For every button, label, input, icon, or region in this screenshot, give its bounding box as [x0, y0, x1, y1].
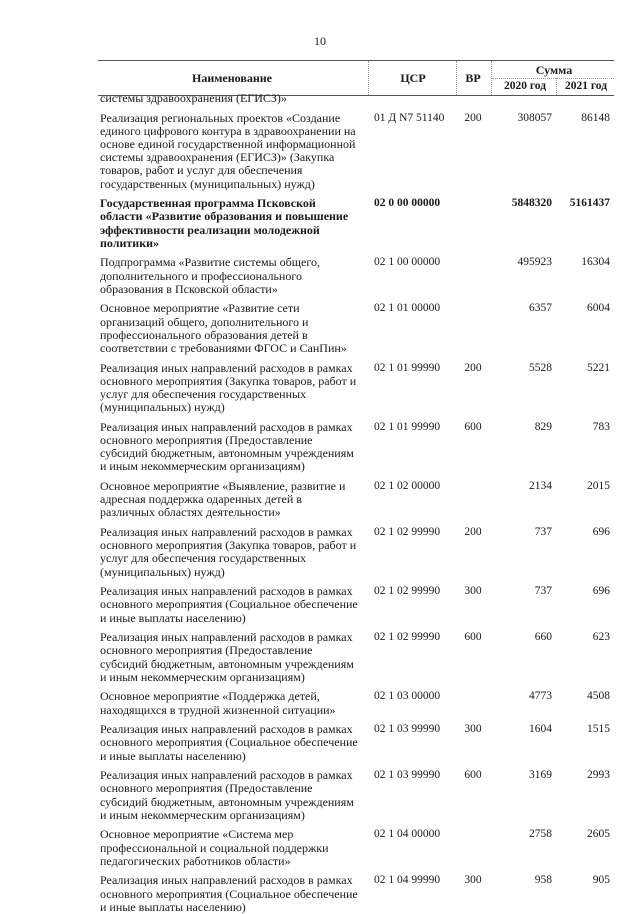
row-name-line: профессионального образования детей в: [100, 327, 308, 342]
row-name-line: субсидий бюджетным, автономным учреждениям: [100, 794, 354, 809]
row-vr: 600: [464, 631, 482, 644]
header-sum: Сумма: [535, 62, 573, 77]
row-csr: 02 1 03 00000: [374, 690, 441, 703]
row-sum-2021: 783: [592, 420, 610, 433]
row-name-line: Подпрограмма «Развитие системы общего,: [100, 255, 320, 270]
row-vr: 600: [464, 769, 482, 782]
row-vr: 600: [464, 420, 482, 433]
row-name: [100, 690, 362, 716]
row-sum-2020: 660: [534, 631, 552, 644]
row-sum-2021: 5161437: [569, 197, 610, 210]
row-csr: 02 0 00 00000: [374, 197, 441, 210]
row-name-line: государственных (муниципальных) нужд): [100, 176, 315, 191]
row-name: [100, 828, 362, 868]
table-row: [98, 362, 614, 415]
row-name-line: находящихся в трудной жизненной ситуации»: [100, 702, 336, 717]
row-csr: 02 1 00 00000: [374, 256, 441, 269]
row-vr: 300: [464, 585, 482, 598]
row-sum-2020: 6357: [529, 302, 552, 315]
row-sum-2020: 737: [534, 526, 552, 538]
table-row: [98, 828, 614, 868]
row-sum-2021: 2993: [587, 769, 610, 782]
row-name-line: Основное мероприятие «Система мер: [100, 827, 294, 842]
row-name-line: единого цифрового контура в здравоохранении на: [100, 123, 356, 138]
table-row: [98, 526, 614, 579]
row-name-line: профессиональной и социальной поддержки: [100, 840, 329, 855]
table-row: [98, 197, 614, 250]
row-name-line: Реализация иных направлений расходов в рамках: [100, 419, 353, 434]
row-name-line: Реализация иных направлений расходов в рамках: [100, 873, 353, 888]
table-row: [98, 723, 614, 763]
row-vr: 200: [464, 361, 482, 374]
row-name-line: Реализация иных направлений расходов в рамках: [100, 722, 353, 737]
row-name-line: системы здравоохранения (ЕГИСЗ)»: [100, 91, 287, 105]
header-csr: ЦСР: [400, 70, 426, 85]
row-sum-2021: 5221: [587, 361, 610, 374]
table-row: [98, 690, 614, 716]
row-sum-2020: 958: [534, 874, 552, 887]
row-name-line: Государственная программа Псковской: [100, 196, 316, 211]
row-name-line: и иным некоммерческим организациям): [100, 807, 305, 822]
row-name-line: основного мероприятия (Социальное обеспечение: [100, 735, 358, 750]
row-name-line: области «Развитие образования и повышение: [100, 209, 349, 224]
row-sum-2021: 4508: [587, 690, 610, 703]
row-vr: 200: [464, 526, 482, 538]
row-name-line: основного мероприятия (Предоставление: [100, 433, 313, 447]
row-name-line: различных областях деятельности»: [100, 505, 281, 520]
row-sum-2021: 905: [592, 874, 610, 887]
row-name-line: политики»: [100, 235, 160, 250]
header-vr: ВР: [465, 70, 481, 85]
table-row: [98, 480, 614, 520]
row-sum-2021: 86148: [581, 111, 610, 124]
row-vr: 300: [464, 723, 482, 736]
row-name: [100, 480, 362, 520]
row-name-line: Реализация региональных проектов «Создание: [100, 110, 341, 125]
row-name: [100, 362, 362, 415]
row-name-line: образования в Псковской области»: [100, 281, 278, 296]
table-row: [98, 302, 614, 355]
row-name-line: и иные выплаты населению): [100, 610, 246, 625]
table-row: [98, 874, 614, 914]
row-csr: 02 1 03 99990: [374, 723, 441, 736]
row-name-line: системы здравоохранения (ЕГИСЗ)» (Закупка: [100, 150, 335, 165]
row-sum-2021: 2015: [587, 480, 610, 492]
row-name-line: Реализация иных направлений расходов в рамках: [100, 584, 353, 599]
row-name-line: основного мероприятия (Предоставление: [100, 643, 313, 658]
row-name-line: и иным некоммерческим организациям): [100, 459, 305, 474]
row-sum-2021: 16304: [581, 256, 610, 269]
row-sum-2020: 737: [534, 585, 552, 598]
row-sum-2021: 623: [592, 631, 610, 644]
table-row: [98, 92, 614, 105]
row-name: [100, 112, 362, 191]
row-csr: 02 1 02 99990: [374, 526, 441, 538]
table-row: [98, 421, 614, 474]
row-name: [100, 256, 362, 296]
table-row: [98, 769, 614, 822]
row-name: [100, 769, 362, 822]
row-name-line: товаров, работ и услуг для обеспечения: [100, 163, 303, 178]
row-sum-2020: 3169: [529, 769, 552, 782]
row-name: [100, 197, 362, 250]
row-name-line: эффективности реализации молодежной: [100, 222, 320, 237]
row-vr: 300: [464, 874, 482, 887]
table-row: [98, 256, 614, 296]
row-sum-2021: 696: [592, 526, 610, 538]
header-year-2020: 2020 год: [503, 80, 547, 92]
row-sum-2021: 1515: [587, 723, 610, 736]
row-name-line: субсидий бюджетным, автономным учреждениям: [100, 656, 354, 671]
row-name-line: соответствии с требованиями ФГОС и СанПин»: [100, 341, 347, 355]
row-sum-2020: 4773: [529, 690, 552, 703]
row-name-line: услуг для обеспечения государственных: [100, 551, 307, 566]
row-name-line: основе единой государственной информационной: [100, 137, 356, 151]
table-row: [98, 631, 614, 684]
row-name: [100, 631, 362, 684]
table-row: [98, 585, 614, 625]
row-name-line: педагогических работников области»: [100, 853, 291, 868]
row-name-line: и иным некоммерческим организациям): [100, 669, 305, 684]
row-name-line: организаций общего, дополнительного и: [100, 314, 309, 329]
row-name-line: основного мероприятия (Закупка товаров, работ и: [100, 373, 357, 388]
row-csr: 02 1 04 00000: [374, 828, 441, 841]
page-number: 10: [314, 34, 326, 48]
row-csr: 02 1 04 99990: [374, 874, 441, 887]
row-csr: 02 1 01 99990: [374, 420, 441, 433]
row-name: [100, 302, 362, 355]
row-name-line: основного мероприятия (Социальное обеспечение: [100, 886, 358, 901]
row-name-line: и иные выплаты населению): [100, 899, 246, 914]
row-sum-2020: 5848320: [511, 197, 552, 210]
row-sum-2020: 1604: [529, 723, 552, 736]
header-year-2021: 2021 год: [564, 80, 608, 92]
row-vr: 200: [464, 111, 482, 124]
row-sum-2021: 2605: [587, 828, 610, 841]
row-sum-2020: 308057: [517, 111, 552, 124]
table-row: [98, 112, 614, 191]
row-name: [100, 421, 362, 474]
row-name-line: субсидий бюджетным, автономным учреждениям: [100, 446, 354, 461]
row-name-line: Основное мероприятие «Выявление, развитие и: [100, 479, 346, 493]
row-csr: 02 1 02 99990: [374, 631, 441, 644]
row-name-line: Основное мероприятие «Развитие сети: [100, 301, 300, 316]
row-name-line: Реализация иных направлений расходов в рамках: [100, 360, 353, 375]
row-sum-2020: 829: [534, 420, 552, 433]
row-name: [100, 723, 362, 763]
row-name-line: основного мероприятия (Социальное обеспечение: [100, 597, 358, 612]
row-name: [100, 526, 362, 579]
row-name-line: услуг для обеспечения государственных: [100, 387, 307, 401]
row-name: [100, 585, 362, 625]
row-sum-2021: 696: [592, 585, 610, 598]
row-name-line: Реализация иных направлений расходов в рамках: [100, 768, 353, 783]
row-sum-2021: 6004: [587, 302, 610, 315]
row-sum-2020: 2758: [529, 828, 552, 841]
row-name-line: дополнительного и профессионального: [100, 268, 302, 283]
row-name-line: адресная поддержка одаренных детей в: [100, 492, 302, 507]
row-name-line: основного мероприятия (Закупка товаров, работ и: [100, 538, 357, 553]
row-name-line: основного мероприятия (Предоставление: [100, 781, 313, 796]
row-name-line: (муниципальных) нужд): [100, 564, 225, 579]
header-name: Наименование: [192, 70, 272, 85]
row-name-line: Реализация иных направлений расходов в рамках: [100, 630, 353, 645]
row-sum-2020: 5528: [529, 361, 552, 374]
row-name-line: и иные выплаты населению): [100, 748, 246, 763]
row-csr: 01 Д N7 51140: [374, 111, 445, 124]
row-name-line: Реализация иных направлений расходов в рамках: [100, 525, 353, 539]
row-name: [100, 92, 362, 105]
row-csr: 02 1 02 00000: [374, 480, 441, 492]
row-csr: 02 1 01 99990: [374, 361, 441, 374]
row-name-line: Основное мероприятие «Поддержка детей,: [100, 689, 320, 704]
row-name-line: (муниципальных) нужд): [100, 400, 225, 415]
row-csr: 02 1 03 99990: [374, 769, 441, 782]
row-csr: 02 1 01 00000: [374, 302, 441, 315]
row-sum-2020: 495923: [517, 256, 552, 269]
row-csr: 02 1 02 99990: [374, 585, 441, 598]
row-name: [100, 874, 362, 914]
row-sum-2020: 2134: [529, 480, 552, 492]
